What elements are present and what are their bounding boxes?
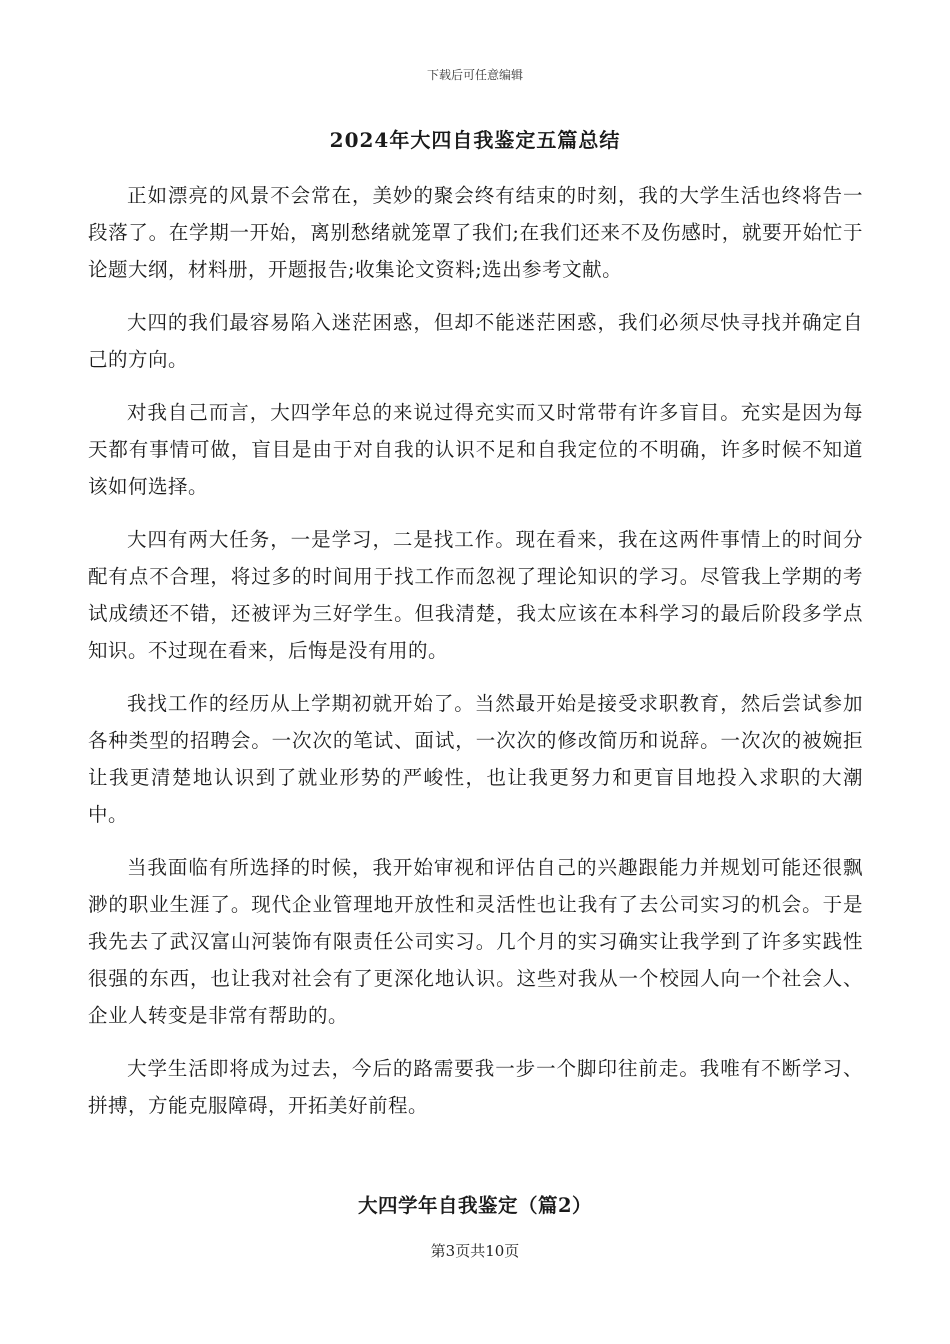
- section-heading: 大四学年自我鉴定（篇2）: [357, 1194, 593, 1217]
- header-note: 下载后可任意编辑: [426, 68, 523, 82]
- paragraph: 大四有两大任务，一是学习，二是找工作。现在看来，我在这两件事情上的时间分配有点不合理，将过多的时间用于找工作而忽视了理论知识的学习。尽管我上学期的考试成绩还不错，还被评为三好学生。但我清楚，我太应该在本科学习的最后阶段多学点知识。不过现在看来，后悔是没有用的。: [88, 528, 863, 662]
- document-body: [88, 177, 863, 1140]
- page-number: 第3页共10页: [430, 1242, 520, 1260]
- paragraph: 我找工作的经历从上学期初就开始了。当然最开始是接受求职教育，然后尝试参加各种类型的招聘会。一次次的笔试、面试，一次次的修改简历和说辞。一次次的被婉拒让我更清楚地认识到了就业形势的严峻性，也让我更努力和更盲目地投入求职的大潮中。: [88, 692, 863, 826]
- document-title: 2024年大四自我鉴定五篇总结: [329, 128, 621, 152]
- paragraph: 大学生活即将成为过去，今后的路需要我一步一个脚印往前走。我唯有不断学习、拼搏，方能克服障碍，开拓美好前程。: [88, 1057, 863, 1117]
- paragraph: 大四的我们最容易陷入迷茫困惑，但却不能迷茫困惑，我们必须尽快寻找并确定自己的方向。: [88, 311, 863, 371]
- paragraph: 当我面临有所选择的时候，我开始审视和评估自己的兴趣跟能力并规划可能还很飘渺的职业生涯了。现代企业管理地开放性和灵活性也让我有了去公司实习的机会。于是我先去了武汉富山河装饰有限责任公司实习。几个月的实习确实让我学到了许多实践性很强的东西，也让我对社会有了更深化地认识。这些对我从一个校园人向一个社会人、企业人转变是非常有帮助的。: [88, 856, 863, 1027]
- paragraph: 对我自己而言，大四学年总的来说过得充实而又时常带有许多盲目。充实是因为每天都有事情可做，盲目是由于对自我的认识不足和自我定位的不明确，许多时候不知道该如何选择。: [88, 401, 863, 498]
- paragraph: 正如漂亮的风景不会常在，美妙的聚会终有结束的时刻，我的大学生活也终将告一段落了。在学期一开始，离别愁绪就笼罩了我们;在我们还来不及伤感时，就要开始忙于论题大纲，材料册，开题报告;收集论文资料;选出参考文献。: [88, 184, 863, 281]
